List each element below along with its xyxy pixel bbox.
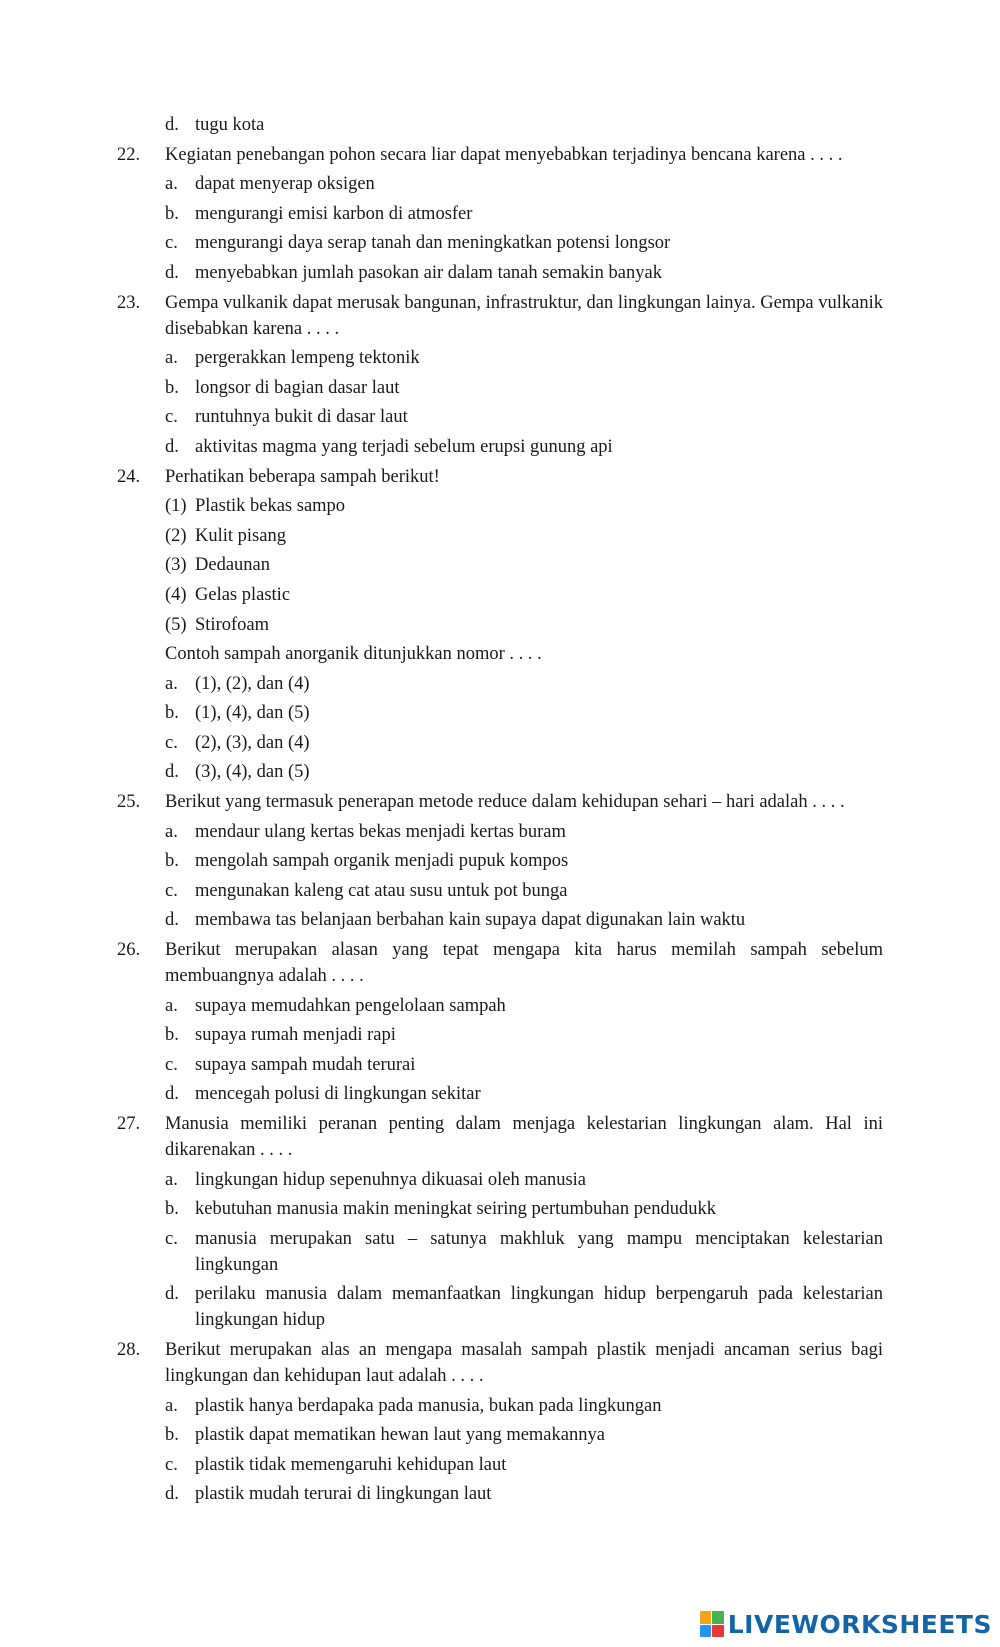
question-text: Berikut merupakan alasan yang tepat mengapa kita harus memilah sampah sebelum membuangnya adalah . . . . [165, 940, 883, 987]
option-label: c. [165, 1454, 178, 1475]
question-text: Berikut yang termasuk penerapan metode reduce dalam kehidupan sehari – hari adalah . . . . [165, 792, 845, 813]
option-text: pergerakkan lempeng tektonik [195, 348, 420, 369]
question-text: Berikut merupakan alas an mengapa masalah sampah plastik menjadi ancaman serius bagi lingkungan dan kehidupan laut adalah . . . . [165, 1339, 883, 1386]
option-text: (1), (2), dan (4) [195, 673, 310, 694]
answer-option [0, 907, 1000, 933]
answer-option [0, 700, 1000, 726]
option-text: membawa tas belanjaan berbahan kain supaya dapat digunakan lain waktu [195, 910, 746, 931]
answer-option [0, 1393, 1000, 1419]
answer-option [0, 260, 1000, 286]
answer-option [0, 1481, 1000, 1507]
option-label: (1) [165, 496, 187, 517]
question-text: Kegiatan penebangan pohon secara liar dapat menyebabkan terjadinya bencana karena . . . . [165, 144, 843, 165]
option-text: plastik hanya berdapaka pada manusia, bukan pada lingkungan [195, 1395, 662, 1416]
question-number: 25. [117, 792, 141, 813]
option-text: longsor di bagian dasar laut [195, 377, 400, 398]
answer-option [0, 493, 1000, 519]
option-text: tugu kota [195, 115, 265, 135]
worksheet-page [0, 112, 1000, 1511]
option-label: c. [165, 880, 178, 901]
option-text: mendaur ulang kertas bekas menjadi kertas buram [195, 821, 566, 842]
option-label: a. [165, 995, 178, 1016]
option-label: a. [165, 174, 178, 195]
option-text: (1), (4), dan (5) [195, 703, 310, 724]
option-label: c. [165, 1228, 178, 1249]
option-label: b. [165, 1199, 179, 1220]
option-label: (5) [165, 614, 187, 635]
logo-text: LIVEWORKSHEETS [727, 1609, 992, 1639]
question-number: 27. [117, 1114, 141, 1134]
logo-square-1 [700, 1611, 712, 1624]
answer-option [0, 1167, 1000, 1193]
option-text: kebutuhan manusia makin meningkat seiring pertumbuhan pendudukk [195, 1199, 716, 1220]
option-label: b. [165, 1425, 179, 1446]
answer-option [0, 201, 1000, 227]
answer-option [0, 878, 1000, 904]
option-text: lingkungan hidup sepenuhnya dikuasai oleh manusia [195, 1169, 586, 1190]
option-text: manusia merupakan satu – satunya makhluk yang mampu menciptakan kelestarian lingkungan [195, 1228, 883, 1275]
question-text: Gempa vulkanik dapat merusak bangunan, infrastruktur, dan lingkungan lainya. Gempa vulkanik disebabkan karena . . . . [165, 292, 883, 339]
option-text: mengunakan kaleng cat atau susu untuk pot bunga [195, 880, 568, 901]
question-item [0, 1337, 1000, 1389]
answer-option [0, 848, 1000, 874]
question-number: 26. [117, 940, 141, 961]
option-text: perilaku manusia dalam memanfaatkan lingkungan hidup berpengaruh pada kelestarian lingkungan hidup [195, 1284, 883, 1331]
option-label: a. [165, 348, 178, 369]
option-label: b. [165, 703, 179, 724]
option-label: c. [165, 233, 178, 254]
answer-option [0, 1196, 1000, 1222]
option-text: plastik tidak memengaruhi kehidupan laut [195, 1454, 507, 1475]
question-text: Perhatikan beberapa sampah berikut! [165, 466, 440, 487]
option-text: aktivitas magma yang terjadi sebelum erupsi gunung api [195, 436, 613, 457]
option-label: d. [165, 762, 179, 783]
question-item [0, 142, 1000, 168]
answer-option [0, 434, 1000, 460]
option-text: Dedaunan [195, 555, 270, 576]
question-item [0, 789, 1000, 815]
question-number: 24. [117, 466, 141, 487]
option-label: d. [165, 436, 179, 457]
option-label: c. [165, 1054, 178, 1075]
option-label: d. [165, 1284, 179, 1305]
option-text: menyebabkan jumlah pasokan air dalam tanah semakin banyak [195, 262, 662, 283]
option-label: c. [165, 732, 178, 753]
answer-option [0, 993, 1000, 1019]
option-label: a. [165, 673, 178, 694]
answer-option [0, 759, 1000, 785]
answer-option [0, 230, 1000, 256]
question-number: 28. [117, 1339, 141, 1360]
answer-option [0, 730, 1000, 756]
answer-option [0, 552, 1000, 578]
liveworksheets-logo-icon [700, 1611, 724, 1637]
option-text: mengolah sampah organik menjadi pupuk kompos [195, 851, 569, 872]
answer-option [0, 612, 1000, 638]
question-number: 22. [117, 144, 141, 165]
option-text: runtuhnya bukit di dasar laut [195, 407, 408, 428]
question-number: 23. [117, 292, 141, 313]
option-label: a. [165, 1395, 178, 1416]
option-text: Gelas plastic [195, 584, 291, 605]
option-label: d. [165, 910, 179, 931]
question-item [0, 1111, 1000, 1163]
option-label: (2) [165, 525, 187, 546]
option-text: (2), (3), dan (4) [195, 732, 310, 753]
option-label: d. [165, 115, 179, 135]
option-label: b. [165, 851, 179, 872]
option-label: d. [165, 1084, 179, 1105]
answer-option [0, 1281, 1000, 1333]
option-label: b. [165, 1025, 179, 1046]
answer-option [0, 375, 1000, 401]
answer-option [0, 523, 1000, 549]
option-label: c. [165, 407, 178, 428]
option-text: Plastik bekas sampo [195, 496, 346, 517]
option-label: (4) [165, 584, 187, 605]
answer-option [0, 1452, 1000, 1478]
question-item [0, 464, 1000, 490]
option-label: d. [165, 1484, 179, 1505]
answer-option [0, 819, 1000, 845]
option-text: mengurangi daya serap tanah dan meningkatkan potensi longsor [195, 233, 671, 254]
option-label: d. [165, 262, 179, 283]
answer-option [0, 1226, 1000, 1278]
option-text: Stirofoam [195, 614, 269, 635]
logo-square-2 [712, 1611, 724, 1624]
logo-square-3 [700, 1625, 712, 1638]
logo-square-4 [712, 1625, 724, 1638]
question-item [0, 937, 1000, 989]
answer-option [0, 1081, 1000, 1107]
answer-option [0, 112, 1000, 138]
option-text: dapat menyerap oksigen [195, 174, 375, 195]
option-text: (3), (4), dan (5) [195, 762, 310, 783]
option-label: a. [165, 821, 178, 842]
option-label: b. [165, 377, 179, 398]
answer-option [0, 1052, 1000, 1078]
option-text: Kulit pisang [195, 525, 286, 546]
option-label: (3) [165, 555, 187, 576]
option-text: supaya memudahkan pengelolaan sampah [195, 995, 506, 1016]
option-text: plastik mudah terurai di lingkungan laut [195, 1484, 492, 1505]
answer-option [0, 1422, 1000, 1448]
answer-option [0, 404, 1000, 430]
answer-option [0, 582, 1000, 608]
question-item [0, 290, 1000, 342]
option-label: b. [165, 203, 179, 224]
answer-option [0, 1022, 1000, 1048]
question-text: Manusia memiliki peranan penting dalam menjaga kelestarian lingkungan alam. Hal ini dikarenakan . . . . [165, 1114, 883, 1160]
question-prompt: Contoh sampah anorganik ditunjukkan nomor . . . . [165, 644, 542, 665]
answer-option [0, 671, 1000, 697]
option-text: supaya rumah menjadi rapi [195, 1025, 396, 1046]
answer-option [0, 345, 1000, 371]
liveworksheets-logo[interactable] [700, 1607, 992, 1641]
option-text: mengurangi emisi karbon di atmosfer [195, 203, 473, 224]
option-text: supaya sampah mudah terurai [195, 1054, 416, 1075]
option-text: mencegah polusi di lingkungan sekitar [195, 1084, 481, 1105]
answer-option [0, 171, 1000, 197]
option-label: a. [165, 1169, 178, 1190]
option-text: plastik dapat mematikan hewan laut yang memakannya [195, 1425, 605, 1446]
